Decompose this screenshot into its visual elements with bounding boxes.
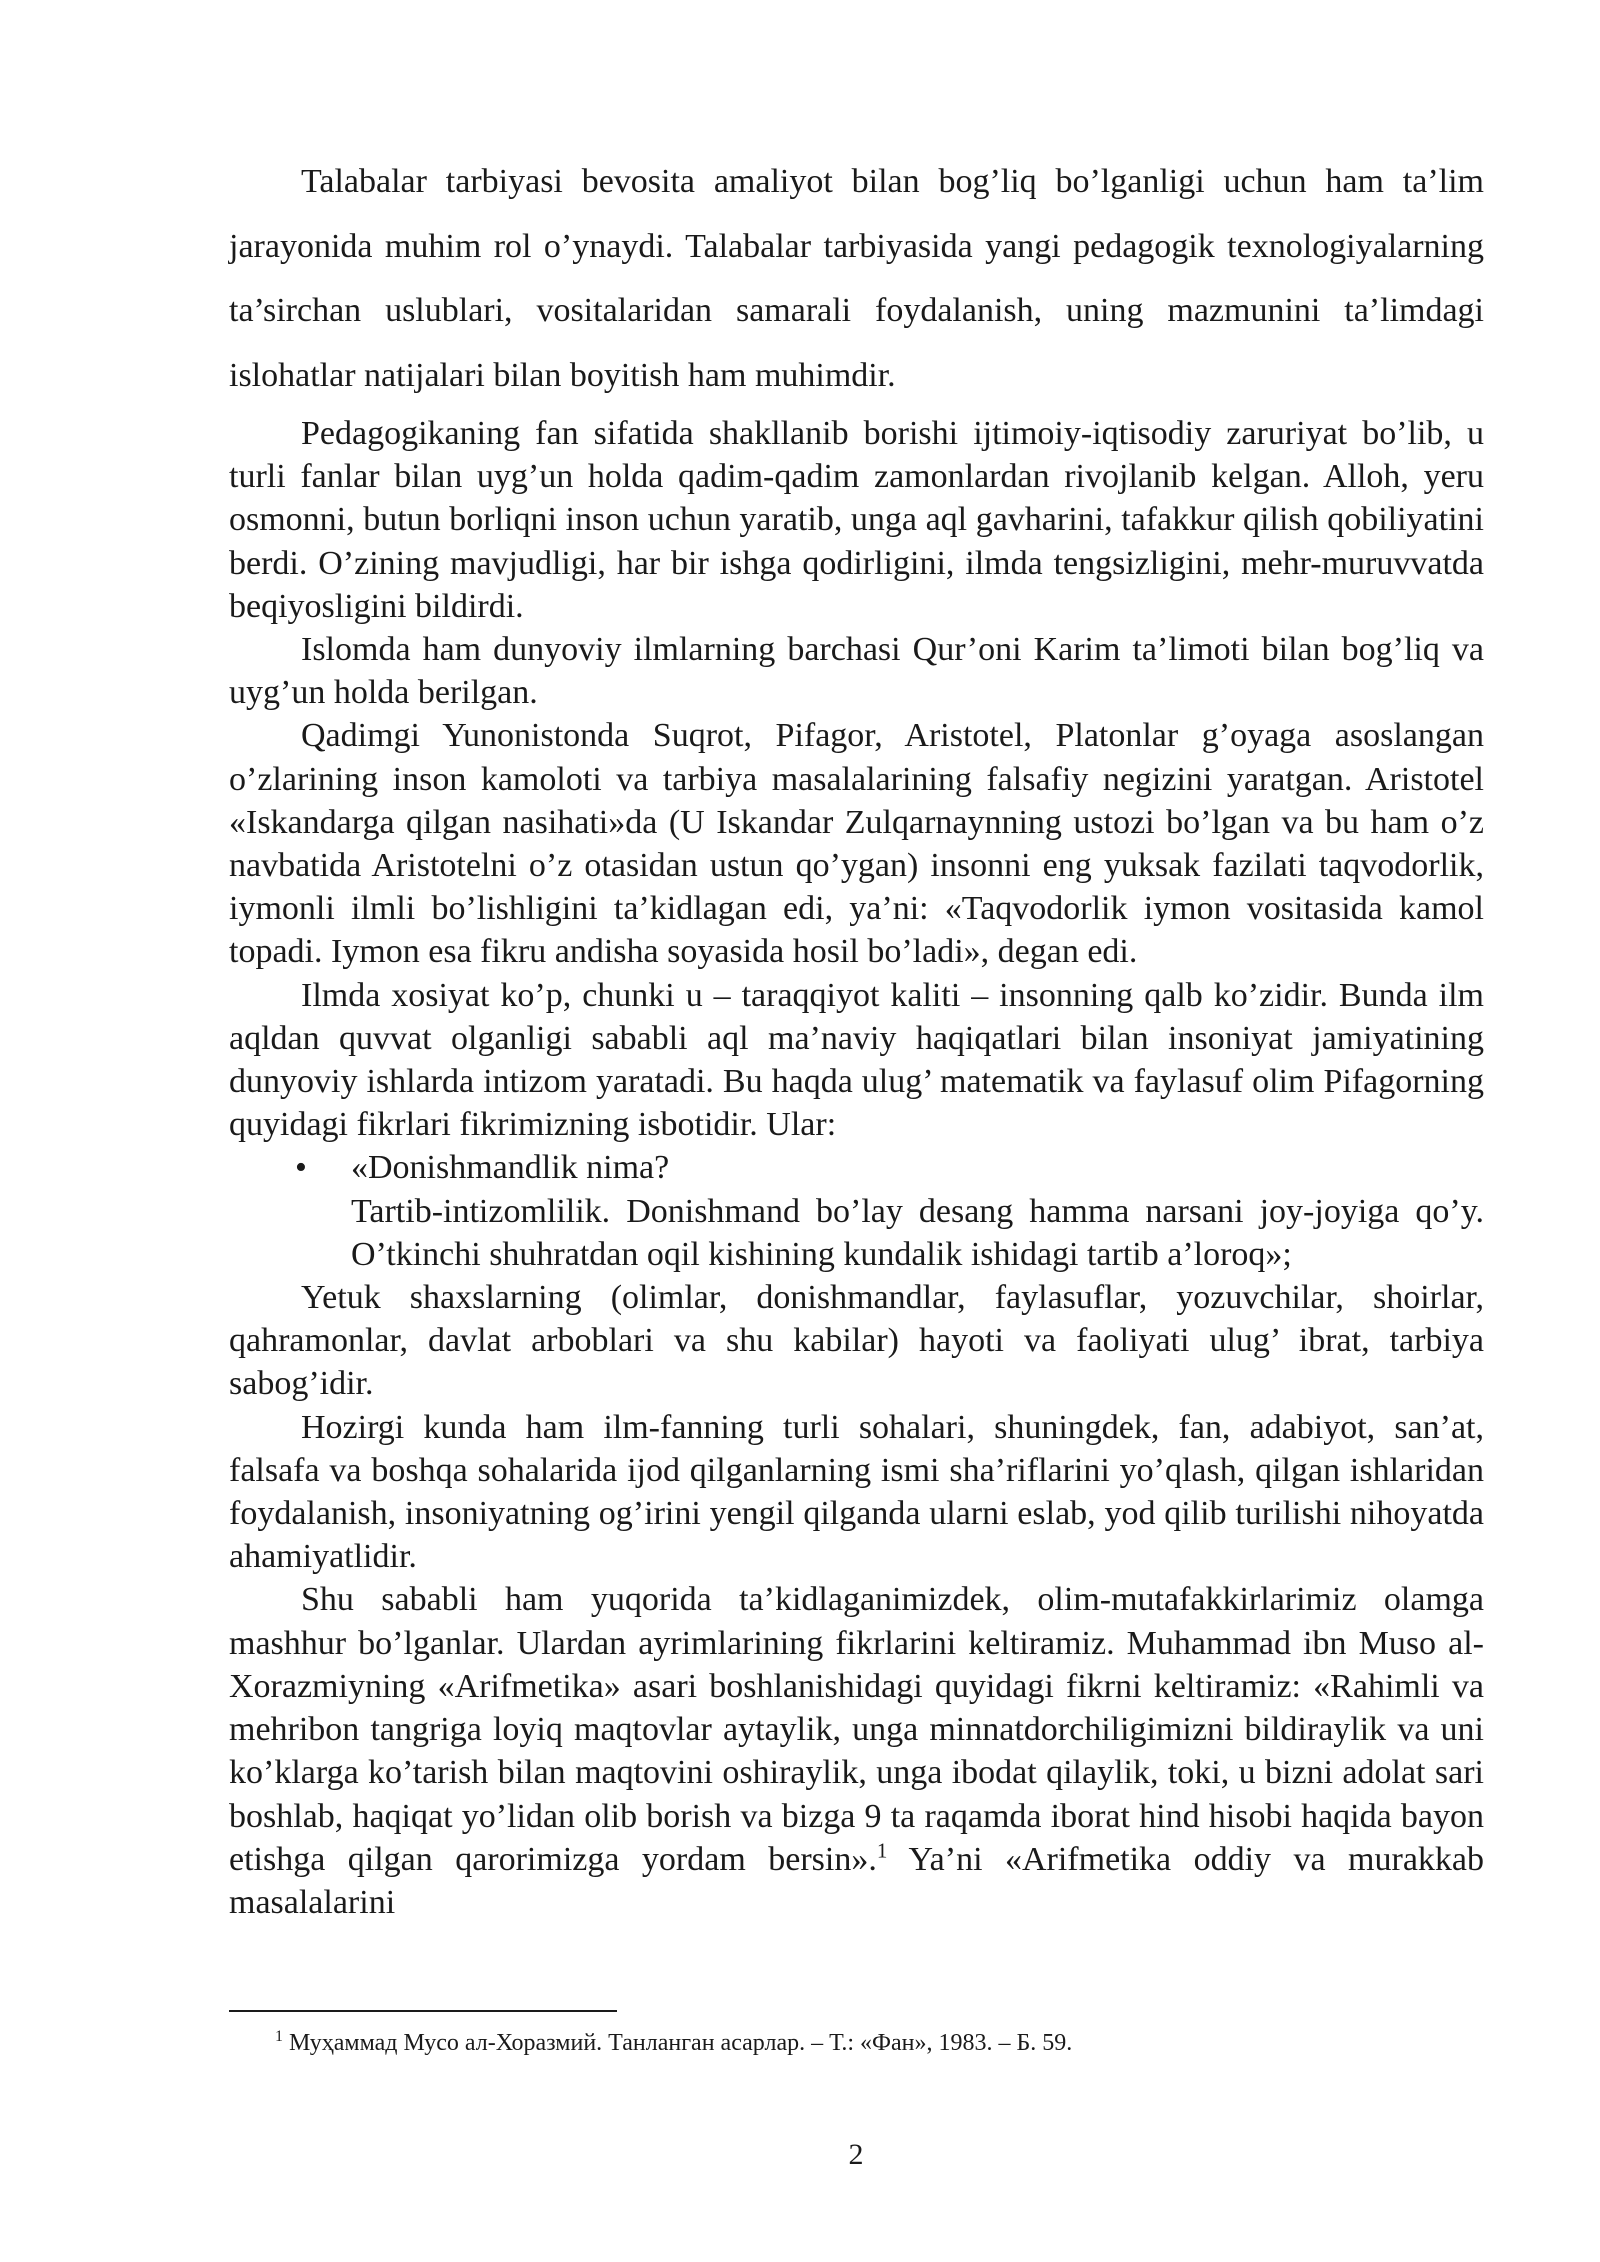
- paragraph-4: Qadimgi Yunonistonda Suqrot, Pifagor, Aristotel, Platonlar g’oyaga asoslangan o’zlarining inson kamoloti va tarbiya masalalarining falsafiy negizini yaratgan. Aristotel «Iskandarga qilgan nasihati»da (U Iskandar Zulqarnaynning ustozi bo’lgan va bu ham o’z navbatida Aristotelni o’z otasidan ustun qo’ygan) insonni eng yuksak fazilati taqvodorlik, iymonli ilmli bo’lishligini ta’kidlagan edi, ya’ni: «Taqvodorlik iymon vositasida kamol topadi. Iymon esa fikru andisha soyasida hosil bo’ladi», degan edi.: [229, 717, 1484, 971]
- paragraph-8-text: Shu sababli ham yuqorida ta’kidlaganimizdek, olim-mutafakkirlarimiz olamga mashhur bo’lganlar. Ulardan ayrimlarining fikrlarini keltiramiz. Muhammad ibn Muso al-Xorazmiyning «Arifmetika» asari boshlanishidagi quyidagi fikrni keltiramiz: «Rahimli va mehribon tangriga loyiq maqtovlar aytaylik, unga minnatdorchiligimizni bildiraylik va uni ko’klarga ko’tarish bilan maqtovini oshiraylik, unga ibodat qilaylik, toki, u bizni adolat sari boshlab, haqiqat yo’lidan olib borish va bizga 9 ta raqamda iborat hind hisobi haqida bayon etishga qilgan qarorimizga yordam bersin».: [229, 1581, 1484, 1878]
- paragraph-3: Islomda ham dunyoviy ilmlarning barchasi Qur’oni Karim ta’limoti bilan bog’liq va uyg’un holda berilgan.: [229, 631, 1484, 712]
- bullet-icon: •: [295, 1149, 307, 1187]
- paragraph-6: Yetuk shaxslarning (olimlar, donishmandlar, faylasuflar, yozuvchilar, shoirlar, qahramonlar, davlat arboblari va shu kabilar) hayoti va faoliyati ulug’ ibrat, tarbiya sabog’idir.: [229, 1279, 1484, 1403]
- footnote-reference: 1: [876, 1838, 888, 1863]
- footnote: [275, 2028, 1475, 2058]
- body-text: [229, 150, 1484, 1924]
- paragraph-2: Pedagogikaning fan sifatida shakllanib borishi ijtimoiy-iqtisodiy zaruriyat bo’lib, u turli fanlar bilan uyg’un holda qadim-qadim zamonlardan rivojlanib kelgan. Alloh, yeru osmonni, butun borliqni inson uchun yaratib, unga aql gavharini, tafakkur qilish qobiliyatini berdi. O’zining mavjudligi, har bir ishga qodirligini, ilmda tengsizligini, mehr-muruvvatda beqiyosligini bildirdi.: [229, 415, 1484, 625]
- bullet-answer: Tartib-intizomlilik. Donishmand bo’lay desang hamma narsani joy-joyiga qo’y. O’tkinchi shuhratdan oqil kishining kundalik ishidagi tartib a’loroq»;: [351, 1192, 1484, 1273]
- paragraph-5: Ilmda xosiyat ko’p, chunki u – taraqqiyot kaliti – insonning qalb ko’zidir. Bunda ilm aqldan quvvat olganligi sababli aql ma’naviy haqiqatlari bilan insoniyat jamiyatining dunyoviy ishlarda intizom yaratadi. Bu haqda ulug’ matematik va faylasuf olim Pifagorning quyidagi fikrlari fikrimizning isbotidir. Ular:: [229, 976, 1484, 1144]
- page-number: 2: [848, 2138, 864, 2171]
- paragraph-8-continuation: Ya’ni «Arifmetika oddiy va murakkab masalalarini: [229, 1840, 1485, 1921]
- bullet-question: «Donishmandlik nima?: [351, 1149, 670, 1187]
- footnote-text: Муҳаммад Мусо ал-Хоразмий. Танланган асарлар. – Т.: «Фан», 1983. – Б. 59.: [289, 2030, 1073, 2056]
- paragraph-1: Talabalar tarbiyasi bevosita amaliyot bilan bog’liq bo’lganligi uchun ham ta’lim jarayonida muhim rol o’ynaydi. Talabalar tarbiyasida yangi pedagogik texnologiyalarning ta’sirchan uslublari, vositalaridan samarali foydalanish, uning mazmunini ta’limdagi islohatlar natijalari bilan boyitish ham muhimdir.: [229, 163, 1484, 394]
- footnote-number: 1: [275, 2028, 283, 2045]
- footnote-separator: [229, 2010, 617, 2012]
- quote-bullet: [229, 1146, 1484, 1276]
- paragraph-8: [229, 1578, 1484, 1924]
- paragraph-7: Hozirgi kunda ham ilm-fanning turli sohalari, shuningdek, fan, adabiyot, san’at, falsafa va boshqa sohalarida ijod qilganlarning ismi sha’riflarini yo’qlash, qilgan ishlaridan foydalanish, insoniyatning og’irini yengil qilganda ularni eslab, yod qilib turilishi nihoyatda ahamiyatlidir.: [229, 1408, 1484, 1576]
